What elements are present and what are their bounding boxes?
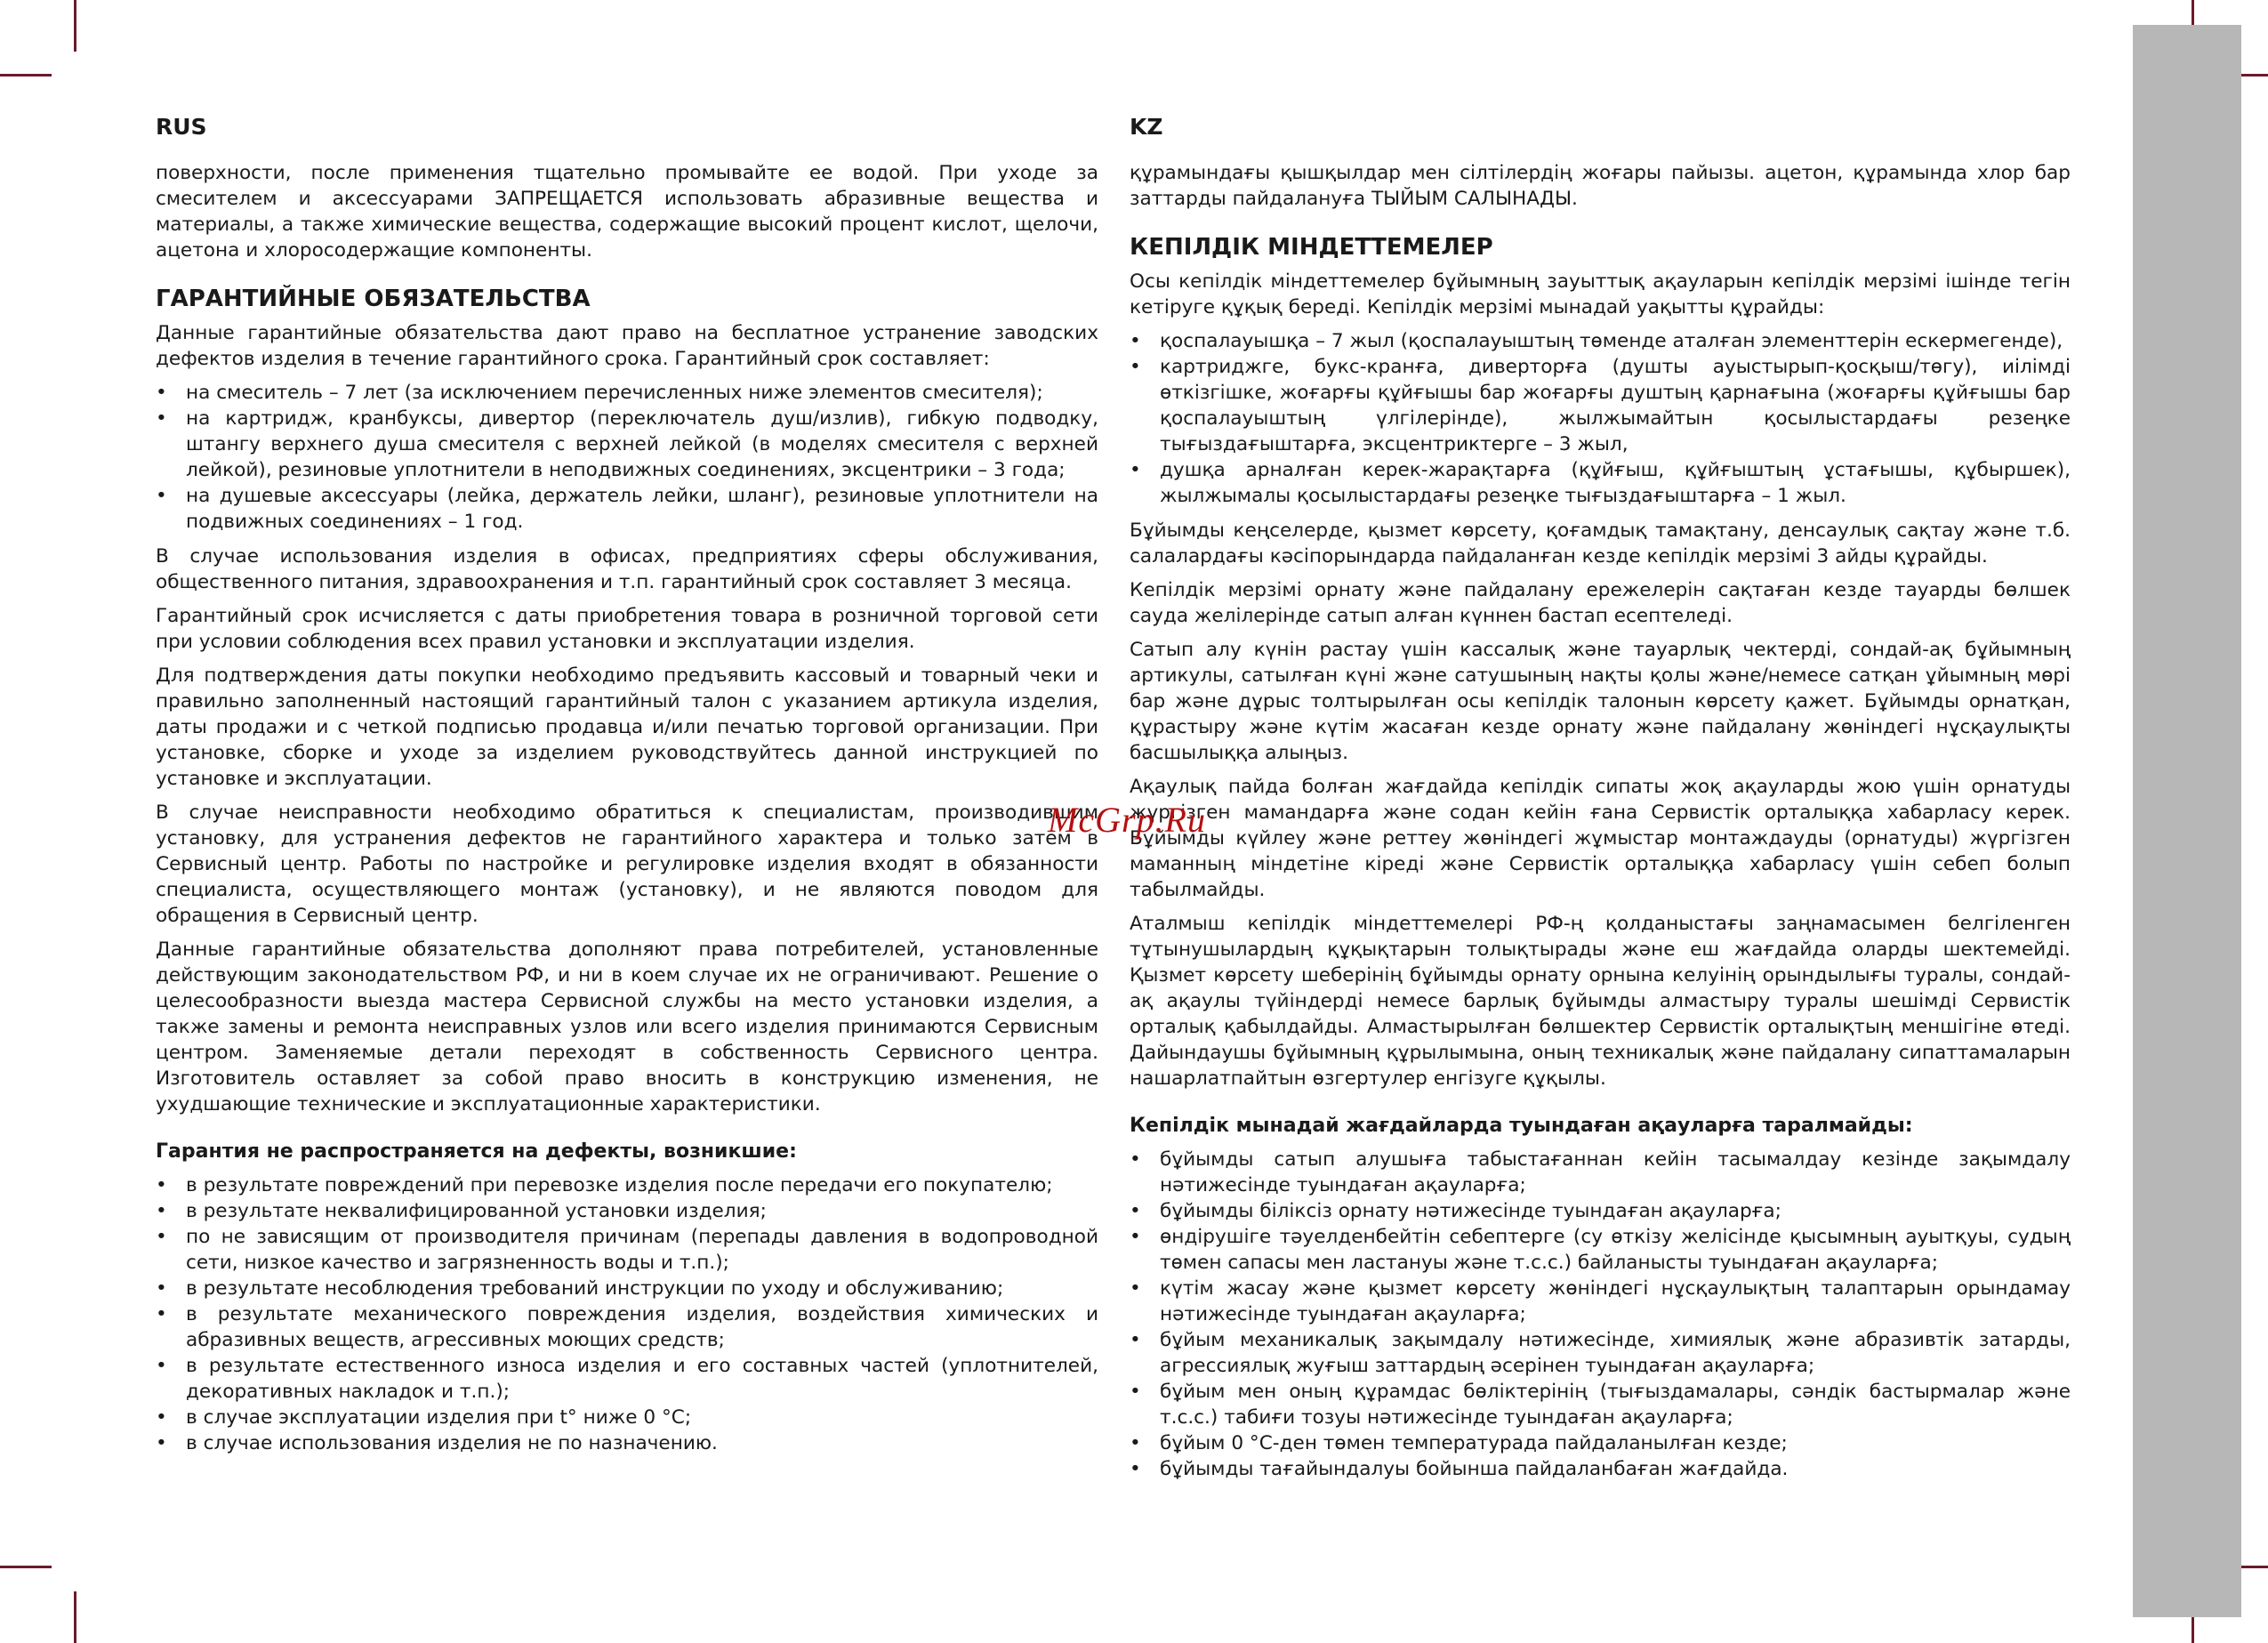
rus-paragraph-2: В случае использования изделия в офисах, предприятиях сферы обслуживания, общественного питания, здравоохранения и т.п. гарантийный срок составляет 3 месяца.	[156, 545, 1098, 593]
list-item: • в случае использования изделия не по назначению.	[156, 1430, 1098, 1456]
kz-exclusions-heading: Кепілдік мынадай жағдайларда туындаған ақауларға таралмайды:	[1130, 1115, 1913, 1137]
rus-paragraph-6: Данные гарантийные обязательства дополняют права потребителей, установленные действующим законодательством РФ, и ни в коем случае их не ограничивают. Решение о целесообразности выезда мастера Сервисной службы на место установки изделия, а также замены и ремонта неисправных узлов или всего изделия принимаются Сервисным центром. Заменяемые детали переходят в собственность Сервисного центра. Изготовитель оставляет за собой право вносить в конструкцию изменения, не ухудшающие технические и эксплуатационные характеристики.	[156, 938, 1098, 1115]
kz-warranty-heading: КЕПІЛДІК МІНДЕТТЕМЕЛЕР	[1130, 234, 1493, 261]
list-item: • картриджге, букс-кранға, диверторға (душты ауыстырып-қосқыш/төгу), иілімді өткізгішке, жоғарғы құйғышы бар жоғарғы душтың қарнағына (жоғарғы құйғышы бар қоспалауыштың үлгілерінде), жылжымайтын қосылыстардағы резеңке тығыздағыштарға, эксцентриктерге – 3 жыл,	[1130, 354, 2071, 457]
kz-language-label: KZ	[1130, 114, 1163, 140]
rus-paragraph-5: В случае неисправности необходимо обратиться к специалистам, производившим установку, для устранения дефектов не гарантийного характера и только затем в Сервисный центр. Работы по настройке и регулировке изделия входят в обязанности специалиста, осуществляющего монтаж (установку), и не являются поводом для обращения в Сервисный центр.	[156, 801, 1098, 927]
kz-paragraph-6: Аталмыш кепілдік міндеттемелері РФ-ң қолданыстағы заңнамасымен белгіленген тұтынушылардың құқықтарын толықтырады және еш жағдайда оларды шектемейді. Қызмет көрсету шеберінің бұйымды орнату орнына келуінің орындылығы туралы, сондай-ақ ақаулы түйіндерді немесе барлық бұйымды алмастыру туралы шешімді Сервистік орталық қабылдайды. Алмастырылған бөлшектер Сервистік орталықтың меншігіне өтеді. Дайындаушы бұйымның құрылымына, оның техникалық және пайдалану сипаттамаларын нашарлатпайтын өзгертулер енгізуге құқылы.	[1130, 913, 2071, 1090]
list-item: • душқа арналған керек-жарақтарға (құйғыш, құйғыштың ұстағышы, құбыршек), жылжымалы қосылыстардағы резеңке тығыздағыштарға – 1 жыл.	[1130, 457, 2071, 509]
list-item: • в результате естественного износа изделия и его составных частей (уплотнителей, декоративных накладок и т.п.);	[156, 1353, 1098, 1405]
crop-mark	[74, 0, 76, 52]
list-item: • в результате несоблюдения требований инструкции по уходу и обслуживанию;	[156, 1276, 1098, 1301]
list-item: • бұйым 0 °С-ден төмен температурада пайдаланылған кезде;	[1130, 1430, 2071, 1456]
rus-exclusions-heading: Гарантия не распространяется на дефекты, возникшие:	[156, 1140, 797, 1163]
list-item: • по не зависящим от производителя причинам (перепады давления в водопроводной сети, низкое качество и загрязненность воды и т.п.);	[156, 1224, 1098, 1276]
crop-mark	[0, 74, 52, 77]
list-item: • бұйымды сатып алушыға табыстағаннан кейін тасымалдау кезінде зақымдалу нәтижесінде туындаған ақауларға;	[1130, 1147, 2071, 1198]
list-item: • в результате повреждений при перевозке изделия после передачи его покупателю;	[156, 1172, 1098, 1198]
watermark: McGrp.Ru	[1048, 800, 1206, 840]
kz-warranty-list	[1130, 328, 2071, 509]
list-item: • қоспалауышқа – 7 жыл (қоспалауыштың төменде аталған элементтерін ескермегенде),	[1130, 328, 2071, 354]
list-item: • в результате механического повреждения изделия, воздействия химических и абразивных веществ, агрессивных моющих средств;	[156, 1301, 1098, 1353]
list-item: • на картридж, кранбуксы, дивертор (переключатель душ/излив), гибкую подводку, штангу верхнего душа смесителя с верхней лейкой (в моделях смесителя с верхней лейкой), резиновые уплотнители в неподвижных соединениях, эксцентрики – 3 года;	[156, 406, 1098, 483]
list-item: • бұйымды біліксіз орнату нәтижесінде туындаған ақауларға;	[1130, 1198, 2071, 1224]
list-item: • на смеситель – 7 лет (за исключением перечисленных ниже элементов смесителя);	[156, 380, 1098, 406]
rus-paragraph-3: Гарантийный срок исчисляется с даты приобретения товара в розничной торговой сети при условии соблюдения всех правил установки и эксплуатации изделия.	[156, 605, 1098, 653]
list-item: • бұйым механикалық зақымдалу нәтижесінде, химиялық және абразивтік затарды, агрессиялық жуғыш заттардың әсерінен туындаған ақауларға;	[1130, 1327, 2071, 1379]
kz-exclusions-list	[1130, 1147, 2071, 1482]
list-item: • в результате неквалифицированной установки изделия;	[156, 1198, 1098, 1224]
kz-paragraph-5: Ақаулық пайда болған жағдайда кепілдік сипаты жоқ ақауларды жою үшін орнатуды жүргізген мамандарға және содан кейін ғана Сервистік орталыққа хабарласу керек. Бұйымды күйлеу және реттеу жөніндегі жұмыстар монтаждауды (орнатуды) жүргізген маманның міндетіне кіреді және Сервистік орталыққа хабарласу үшін себеп болып табылмайды.	[1130, 776, 2071, 901]
kz-intro-paragraph: құрамындағы қышқылдар мен сілтілердің жоғары пайызы. ацетон, құрамында хлор бар заттарды пайдалануға ТЫЙЫМ САЛЫНАДЫ.	[1130, 162, 2071, 210]
rus-warranty-heading: ГАРАНТИЙНЫЕ ОБЯЗАТЕЛЬСТВА	[156, 286, 591, 312]
rus-intro-paragraph: поверхности, после применения тщательно промывайте ее водой. При уходе за смесителем и аксессуарами ЗАПРЕЩАЕТСЯ использовать абразивные вещества и материалы, а также химические вещества, содержащие высокий процент кислот, щелочи, ацетона и хлоросодержащие компоненты.	[156, 162, 1098, 262]
crop-mark	[0, 1566, 52, 1568]
rus-paragraph-1: Данные гарантийные обязательства дают право на бесплатное устранение заводских дефектов изделия в течение гарантийного срока. Гарантийный срок составляет:	[156, 322, 1098, 370]
side-gray-band	[2133, 25, 2241, 1617]
kz-column	[1130, 114, 2071, 1491]
kz-paragraph-2: Бұйымды кеңселерде, қызмет көрсету, қоғамдық тамақтану, денсаулық сақтау және т.б. салалардағы кәсіпорындарда пайдаланған кезде кепілдік мерзімі 3 айды құрайды.	[1130, 519, 2071, 568]
kz-paragraph-1: Осы кепілдік міндеттемелер бұйымның зауыттық ақауларын кепілдік мерзімі ішінде тегін кетіруге құқық береді. Кепілдік мерзімі мынадай уақытты құрайды:	[1130, 270, 2071, 318]
rus-column	[156, 114, 1098, 1465]
list-item: • өндірушіге тәуелденбейтін себептерге (су өткізу желісінде қысымның ауытқуы, судың төмен сапасы мен ластануы және т.с.с.) байланысты туындаған ақауларға;	[1130, 1224, 2071, 1276]
rus-paragraph-4: Для подтверждения даты покупки необходимо предъявить кассовый и товарный чеки и правильно заполненный настоящий гарантийный талон с указанием артикула изделия, даты продажи и с четкой подписью продавца и/или печатью торговой организации. При установке, сборке и уходе за изделием руководствуйтесь данной инструкцией по установке и эксплуатации.	[156, 664, 1098, 790]
rus-exclusions-list	[156, 1172, 1098, 1456]
list-item: • күтім жасау және қызмет көрсету жөніндегі нұсқаулықтың талаптарын орындамау нәтижесінде туындаған ақауларға;	[1130, 1276, 2071, 1327]
kz-paragraph-3: Кепілдік мерзімі орнату және пайдалану ережелерін сақтаған кезде тауарды бөлшек сауда желілерінде сатып алған күннен бастап есептеледі.	[1130, 579, 2071, 627]
list-item: • бұйым мен оның құрамдас бөліктерінің (тығыздамалары, сәндік бастырмалар және т.с.с.) табиғи тозуы нәтижесінде туындаған ақауларға;	[1130, 1379, 2071, 1430]
rus-language-label: RUS	[156, 114, 207, 140]
crop-mark	[74, 1591, 76, 1643]
kz-paragraph-4: Сатып алу күнін растау үшін кассалық және тауарлық чектерді, сондай-ақ бұйымның артикулы, сатылған күні және сатушының нақты қолы және/немесе сатқан ұйымның мөрі бар және дұрыс толтырылған осы кепілдік талонын көрсету қажет. Бұйымды орнатқан, құрастыру және күтім жасаған кезде орнату және пайдалану жөніндегі нұсқаулықты басшылыққа алыңыз.	[1130, 639, 2071, 764]
list-item: • на душевые аксессуары (лейка, держатель лейки, шланг), резиновые уплотнители на подвижных соединениях – 1 год.	[156, 483, 1098, 535]
list-item: • в случае эксплуатации изделия при t° ниже 0 °С;	[156, 1405, 1098, 1430]
list-item: • бұйымды тағайындалуы бойынша пайдаланбаған жағдайда.	[1130, 1456, 2071, 1482]
rus-warranty-list	[156, 380, 1098, 535]
